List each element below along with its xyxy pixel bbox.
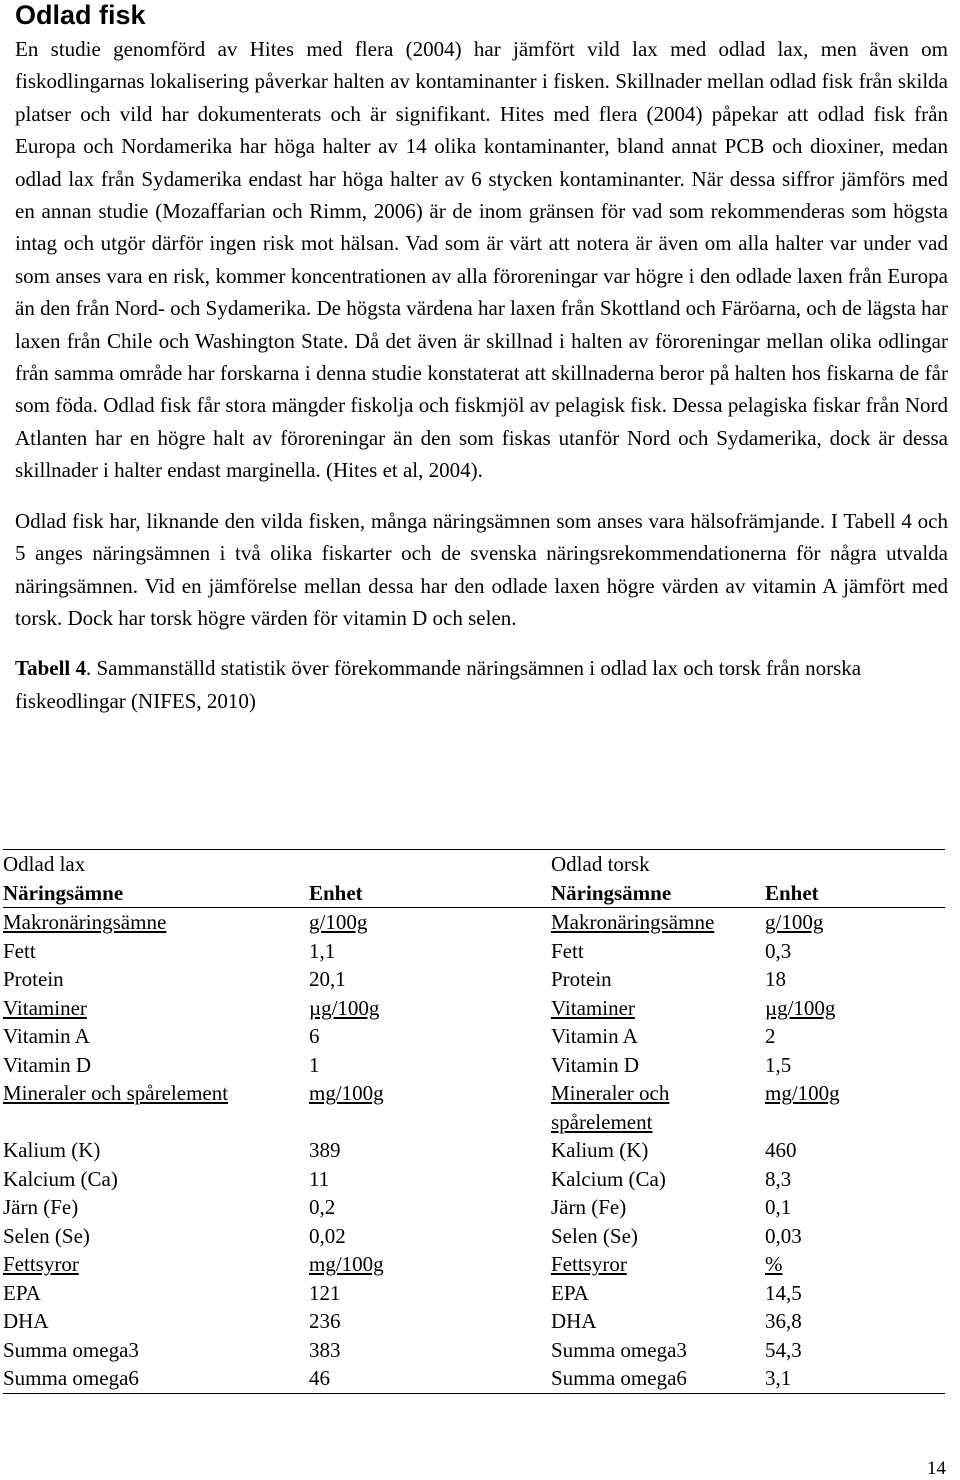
column-header-unit: Enhet	[309, 879, 551, 908]
table-row	[3, 1307, 945, 1336]
column-header-nutrient: Näringsämne	[551, 879, 765, 908]
salmon-nutrient-text: Mineraler och spårelement	[3, 1081, 229, 1105]
cod-value-text: 0,3	[765, 938, 792, 963]
cod-nutrient-cell	[551, 937, 765, 966]
cod-value-text: mg/100g	[765, 1081, 840, 1105]
cod-value-cell	[765, 908, 945, 937]
cod-nutrient-cell	[551, 1193, 765, 1222]
column-header-nutrient: Näringsämne	[3, 879, 309, 908]
salmon-nutrient-text: Selen (Se)	[3, 1223, 90, 1248]
salmon-value-cell	[309, 1193, 551, 1222]
cod-nutrient-text: DHA	[551, 1309, 597, 1333]
salmon-nutrient-text: Protein	[3, 967, 64, 991]
salmon-value-cell	[309, 1336, 551, 1365]
salmon-value-text: 383	[309, 1337, 341, 1362]
cod-value-text: 460	[765, 1138, 797, 1162]
salmon-nutrient-cell	[3, 994, 309, 1023]
cod-nutrient-cell	[551, 1051, 765, 1080]
table-row	[3, 1051, 945, 1080]
salmon-value-cell	[309, 965, 551, 994]
table-row	[3, 1336, 945, 1365]
cod-value-cell	[765, 1079, 945, 1136]
cod-nutrient-text: Selen (Se)	[551, 1223, 638, 1248]
salmon-value-cell	[309, 1364, 551, 1393]
cod-nutrient-cell	[551, 965, 765, 994]
salmon-value-text: 121	[309, 1280, 341, 1305]
cod-value-cell	[765, 1136, 945, 1165]
cod-nutrient-text: Vitaminer	[551, 995, 635, 1020]
cod-nutrient-text: Kalcium (Ca)	[551, 1166, 666, 1191]
cod-value-text: µg/100g	[765, 995, 836, 1020]
column-header-unit: Enhet	[765, 879, 945, 908]
salmon-nutrient-cell	[3, 1022, 309, 1051]
table-caption-label: Tabell 4	[15, 656, 86, 681]
cod-value-cell	[765, 1222, 945, 1251]
salmon-value-text: mg/100g	[309, 1252, 384, 1276]
table-row	[3, 1279, 945, 1308]
cod-value-cell	[765, 1279, 945, 1308]
cod-value-text: 2	[765, 1024, 776, 1048]
cod-nutrient-cell	[551, 1165, 765, 1194]
table-row	[3, 1165, 945, 1194]
cod-nutrient-cell	[551, 1136, 765, 1165]
salmon-value-cell	[309, 1136, 551, 1165]
table-row	[3, 1250, 945, 1279]
cod-nutrient-text: Fettsyror	[551, 1252, 627, 1276]
cod-value-cell	[765, 937, 945, 966]
salmon-nutrient-cell	[3, 1336, 309, 1365]
salmon-nutrient-text: Vitamin D	[3, 1052, 91, 1077]
nutrient-table	[3, 849, 945, 1394]
salmon-value-cell	[309, 1307, 551, 1336]
table-row	[3, 937, 945, 966]
cod-value-text: g/100g	[765, 910, 824, 934]
salmon-value-text: 389	[309, 1138, 341, 1162]
cod-nutrient-text: Vitamin D	[551, 1052, 639, 1077]
salmon-nutrient-cell	[3, 1250, 309, 1279]
cod-nutrient-text: EPA	[551, 1280, 589, 1305]
salmon-value-cell	[309, 1165, 551, 1194]
cod-nutrient-cell	[551, 1307, 765, 1336]
group-label-salmon: Odlad lax	[3, 850, 309, 879]
table-row	[3, 908, 945, 937]
salmon-value-text: 236	[309, 1309, 341, 1333]
cod-value-text: 0,1	[765, 1195, 792, 1219]
salmon-value-text: 46	[309, 1366, 330, 1390]
salmon-value-cell	[309, 1250, 551, 1279]
nutrient-table-body	[3, 850, 945, 1394]
page-number: 14	[927, 1458, 946, 1479]
cod-nutrient-text: Mineraler och spårelement	[551, 1081, 670, 1134]
salmon-nutrient-text: Fettsyror	[3, 1252, 79, 1276]
table-row	[3, 1222, 945, 1251]
cod-value-cell	[765, 1364, 945, 1393]
salmon-value-text: mg/100g	[309, 1081, 384, 1105]
table-row	[3, 1193, 945, 1222]
salmon-value-cell	[309, 994, 551, 1023]
salmon-nutrient-cell	[3, 1051, 309, 1080]
salmon-value-text: 1	[309, 1052, 320, 1077]
salmon-nutrient-cell	[3, 937, 309, 966]
section-heading: Odlad fisk	[15, 0, 146, 30]
cod-value-text: 54,3	[765, 1337, 802, 1362]
salmon-value-cell	[309, 1051, 551, 1080]
cod-nutrient-text: Fett	[551, 938, 584, 963]
table-row	[3, 994, 945, 1023]
cod-value-cell	[765, 1165, 945, 1194]
cod-nutrient-cell	[551, 1222, 765, 1251]
cod-nutrient-cell	[551, 994, 765, 1023]
cod-nutrient-text: Kalium (K)	[551, 1138, 649, 1162]
salmon-nutrient-cell	[3, 908, 309, 937]
table-row	[3, 965, 945, 994]
cod-nutrient-cell	[551, 1279, 765, 1308]
cod-nutrient-text: Summa omega6	[551, 1366, 687, 1390]
salmon-value-text: 6	[309, 1024, 320, 1048]
salmon-value-cell	[309, 1222, 551, 1251]
salmon-value-text: g/100g	[309, 910, 368, 934]
cod-value-cell	[765, 965, 945, 994]
salmon-nutrient-cell	[3, 1222, 309, 1251]
cod-value-cell	[765, 1307, 945, 1336]
cod-value-cell	[765, 1193, 945, 1222]
empty-cell	[765, 850, 945, 879]
table-caption-text: . Sammanställd statistik över förekommande näringsämnen i odlad lax och torsk från norska fiskeodlingar (NIFES, 2010)	[15, 656, 862, 713]
table-caption	[15, 652, 948, 717]
salmon-nutrient-text: Vitaminer	[3, 995, 87, 1020]
table-group-row	[3, 850, 945, 879]
document-page	[15, 0, 948, 717]
salmon-value-text: µg/100g	[309, 995, 380, 1020]
table-row	[3, 1079, 945, 1136]
cod-nutrient-text: Vitamin A	[551, 1024, 638, 1048]
salmon-nutrient-text: Summa omega6	[3, 1366, 139, 1390]
salmon-nutrient-text: Makronäringsämne	[3, 910, 167, 934]
body-paragraph-1: En studie genomförd av Hites med flera (2004) har jämfört vild lax med odlad lax, men även om fiskodlingarnas lokalisering påverkar halten av kontaminanter i fisken. Skillnader mellan odlad fisk från skilda platser och vild har dokumenterats och är signifikant. Hites med flera (2004) påpekar att odlad fisk från Europa och Nordamerika har höga halter av 14 olika kontaminanter, bland annat PCB och dioxiner, medan odlad lax från Sydamerika endast har höga halter av 6 stycken kontaminanter. När dessa siffror jämförs med en annan studie (Mozaffarian och Rimm, 2006) är de inom gränsen för vad som rekommenderas som högsta intag och utgör därför ingen risk mot hälsan. Vad som är värt att notera är även om alla halter var under vad som anses vara en risk, kommer koncentrationen av alla föroreningar var högre i den odlade laxen från Europa än den från Nord- och Sydamerika. De högsta värdena har laxen från Skottland och Färöarna, och de lägsta har laxen från Chile och Washington State. Då det även är skillnad i halten av föroreningar mellan olika odlingar från samma område har forskarna i denna studie konstaterat att skillnaderna beror på halten hos fiskarna de får som föda. Odlad fisk får stora mängder fiskolja och fiskmjöl av pelagisk fisk. Dessa pelagiska fiskar från Nord Atlanten har en högre halt av föroreningar än den som fiskas utanför Nord och Sydamerika, dock är dessa skillnader i halter endast marginella. (Hites et al, 2004).	[15, 37, 948, 483]
salmon-nutrient-text: Fett	[3, 938, 36, 963]
cod-value-text: 36,8	[765, 1309, 802, 1333]
cod-nutrient-text: Järn (Fe)	[551, 1195, 627, 1219]
salmon-nutrient-cell	[3, 1165, 309, 1194]
salmon-nutrient-text: Kalium (K)	[3, 1138, 101, 1162]
cod-nutrient-cell	[551, 1364, 765, 1393]
salmon-nutrient-cell	[3, 1364, 309, 1393]
cod-nutrient-text: Makronäringsämne	[551, 910, 715, 934]
salmon-nutrient-cell	[3, 1307, 309, 1336]
cod-value-cell	[765, 1336, 945, 1365]
salmon-nutrient-cell	[3, 1079, 309, 1136]
salmon-nutrient-cell	[3, 1193, 309, 1222]
salmon-nutrient-cell	[3, 965, 309, 994]
cod-nutrient-cell	[551, 1022, 765, 1051]
cod-value-text: %	[765, 1252, 783, 1276]
salmon-nutrient-text: Järn (Fe)	[3, 1195, 79, 1219]
cod-value-text: 8,3	[765, 1166, 792, 1191]
salmon-value-cell	[309, 908, 551, 937]
cod-nutrient-cell	[551, 1079, 765, 1136]
salmon-value-cell	[309, 937, 551, 966]
cod-value-text: 3,1	[765, 1366, 792, 1390]
salmon-value-text: 20,1	[309, 967, 346, 991]
cod-value-text: 0,03	[765, 1223, 802, 1248]
salmon-nutrient-text: DHA	[3, 1309, 49, 1333]
salmon-value-cell	[309, 1279, 551, 1308]
cod-value-text: 18	[765, 967, 786, 991]
cod-value-text: 1,5	[765, 1052, 792, 1077]
cod-value-text: 14,5	[765, 1280, 802, 1305]
salmon-nutrient-text: Vitamin A	[3, 1024, 90, 1048]
cod-value-cell	[765, 1022, 945, 1051]
body-paragraph-2: Odlad fisk har, liknande den vilda fisken, många näringsämnen som anses vara hälsofrämjande. I Tabell 4 och 5 anges näringsämnen i två olika fiskarter och de svenska näringsrekommendationerna för några utvalda näringsämnen. Vid en jämförelse mellan dessa har den odlade laxen högre värden av vitamin A jämfört med torsk. Dock har torsk högre värden för vitamin D och selen.	[15, 508, 948, 630]
cod-nutrient-text: Summa omega3	[551, 1337, 687, 1362]
salmon-nutrient-text: EPA	[3, 1280, 41, 1305]
salmon-value-text: 1,1	[309, 938, 336, 963]
cod-nutrient-cell	[551, 1250, 765, 1279]
cod-value-cell	[765, 1250, 945, 1279]
cod-nutrient-text: Protein	[551, 967, 612, 991]
table-header-row	[3, 879, 945, 908]
salmon-value-text: 0,02	[309, 1223, 346, 1248]
salmon-value-text: 0,2	[309, 1195, 336, 1219]
salmon-value-cell	[309, 1079, 551, 1136]
table-row	[3, 1364, 945, 1393]
table-row	[3, 1136, 945, 1165]
salmon-nutrient-text: Summa omega3	[3, 1337, 139, 1362]
group-label-cod: Odlad torsk	[551, 850, 765, 879]
cod-value-cell	[765, 1051, 945, 1080]
empty-cell	[309, 850, 551, 879]
salmon-nutrient-cell	[3, 1279, 309, 1308]
cod-value-cell	[765, 994, 945, 1023]
salmon-nutrient-text: Kalcium (Ca)	[3, 1166, 118, 1191]
table-row	[3, 1022, 945, 1051]
salmon-value-text: 11	[309, 1166, 330, 1191]
salmon-value-cell	[309, 1022, 551, 1051]
salmon-nutrient-cell	[3, 1136, 309, 1165]
cod-nutrient-cell	[551, 908, 765, 937]
cod-nutrient-cell	[551, 1336, 765, 1365]
